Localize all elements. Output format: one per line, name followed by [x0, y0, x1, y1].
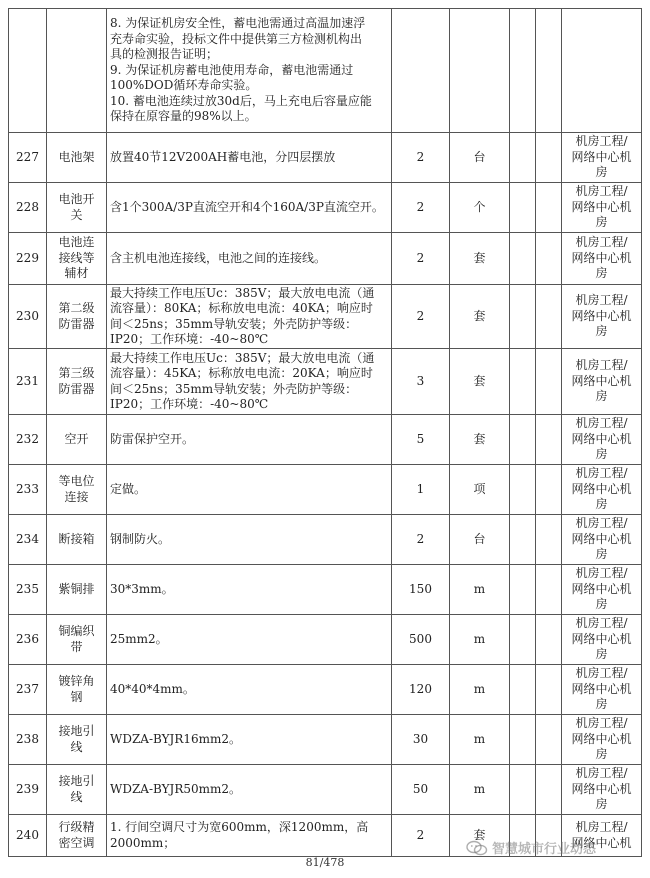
item-location: 机房工程/ 网络中心机 房 — [562, 715, 642, 765]
item-description: 1. 行间空调尺寸为宽600mm，深1200mm，高 2000mm； — [107, 815, 392, 857]
blank-cell — [536, 9, 562, 133]
item-location: 机房工程/ 网络中心机 房 — [562, 615, 642, 665]
blank-cell — [536, 465, 562, 515]
item-location: 机房工程/ 网络中心机 房 — [562, 183, 642, 233]
item-name: 镀锌角 钢 — [47, 665, 107, 715]
item-location: 机房工程/ 网络中心机 房 — [562, 515, 642, 565]
item-quantity: 2 — [392, 233, 450, 285]
table-row — [9, 349, 642, 415]
item-name: 接地引 线 — [47, 765, 107, 815]
table-row — [9, 665, 642, 715]
table-row — [9, 565, 642, 615]
row-number: 238 — [9, 715, 47, 765]
blank-cell — [510, 183, 536, 233]
item-quantity: 2 — [392, 133, 450, 183]
item-description: 40*40*4mm。 — [107, 665, 392, 715]
table-row — [9, 183, 642, 233]
item-unit: 套 — [450, 349, 510, 415]
blank-cell — [510, 565, 536, 615]
item-name — [47, 9, 107, 133]
item-name: 紫铜排 — [47, 565, 107, 615]
row-number: 232 — [9, 415, 47, 465]
item-description: 25mm2。 — [107, 615, 392, 665]
item-quantity: 2 — [392, 183, 450, 233]
row-number: 230 — [9, 285, 47, 349]
blank-cell — [536, 565, 562, 615]
watermark-text: 智慧城市行业动态 — [492, 842, 597, 857]
item-location — [562, 9, 642, 133]
item-location: 机房工程/ 网络中心机 房 — [562, 465, 642, 515]
item-name: 第三级 防雷器 — [47, 349, 107, 415]
item-location: 机房工程/ 网络中心机 房 — [562, 765, 642, 815]
item-name: 等电位 连接 — [47, 465, 107, 515]
item-name: 行级精 密空调 — [47, 815, 107, 857]
item-description: 定做。 — [107, 465, 392, 515]
item-quantity: 50 — [392, 765, 450, 815]
table-row — [9, 285, 642, 349]
table-row — [9, 765, 642, 815]
item-name: 断接箱 — [47, 515, 107, 565]
item-unit: m — [450, 565, 510, 615]
blank-cell — [510, 715, 536, 765]
item-quantity: 2 — [392, 285, 450, 349]
item-unit: 项 — [450, 465, 510, 515]
blank-cell — [536, 765, 562, 815]
row-number: 233 — [9, 465, 47, 515]
item-location: 机房工程/ 网络中心机 — [562, 815, 642, 857]
row-number: 234 — [9, 515, 47, 565]
item-description: 放置40节12V200AH蓄电池，分四层摆放 — [107, 133, 392, 183]
item-unit: 台 — [450, 515, 510, 565]
item-name: 第二级 防雷器 — [47, 285, 107, 349]
item-location: 机房工程/ 网络中心机 房 — [562, 285, 642, 349]
table-row — [9, 465, 642, 515]
blank-cell — [510, 665, 536, 715]
blank-cell — [510, 285, 536, 349]
row-number: 229 — [9, 233, 47, 285]
item-description: 30*3mm。 — [107, 565, 392, 615]
row-number: 237 — [9, 665, 47, 715]
item-location: 机房工程/ 网络中心机 房 — [562, 665, 642, 715]
item-unit: m — [450, 615, 510, 665]
item-quantity — [392, 9, 450, 133]
blank-cell — [536, 133, 562, 183]
item-description: 防雷保护空开。 — [107, 415, 392, 465]
row-number: 240 — [9, 815, 47, 857]
item-unit: 套 — [450, 233, 510, 285]
blank-cell — [536, 233, 562, 285]
page-number: 81/478 — [305, 856, 345, 869]
item-description: 含主机电池连接线，电池之间的连接线。 — [107, 233, 392, 285]
item-unit: m — [450, 715, 510, 765]
row-number: 236 — [9, 615, 47, 665]
item-unit — [450, 9, 510, 133]
item-name: 空开 — [47, 415, 107, 465]
item-description: 最大持续工作电压Uc：385V；最大放电电流（通 流容量）：45KA；标称放电电流：20KA；响应时 间＜25ns；35mm导轨安装；外壳防护等级： IP20；工作环境：-40~80℃ — [107, 349, 392, 415]
wechat-icon — [466, 840, 488, 856]
blank-cell — [510, 615, 536, 665]
item-location: 机房工程/ 网络中心机 房 — [562, 233, 642, 285]
blank-cell — [536, 615, 562, 665]
blank-cell — [510, 515, 536, 565]
item-quantity: 3 — [392, 349, 450, 415]
blank-cell — [510, 9, 536, 133]
blank-cell — [536, 515, 562, 565]
blank-cell — [510, 465, 536, 515]
item-unit: m — [450, 765, 510, 815]
item-location: 机房工程/ 网络中心机 房 — [562, 133, 642, 183]
table-row — [9, 9, 642, 133]
blank-cell — [536, 415, 562, 465]
item-name: 电池连 接线等 辅材 — [47, 233, 107, 285]
item-quantity: 30 — [392, 715, 450, 765]
item-description: 含1个300A/3P直流空开和4个160A/3P直流空开。 — [107, 183, 392, 233]
item-description: 最大持续工作电压Uc：385V；最大放电电流（通 流容量）：80KA；标称放电电流：40KA；响应时 间＜25ns；35mm导轨安装；外壳防护等级： IP20；工作环境：-40~80℃ — [107, 285, 392, 349]
item-description: WDZA-BYJR50mm2。 — [107, 765, 392, 815]
item-quantity: 2 — [392, 515, 450, 565]
table-row — [9, 515, 642, 565]
row-number: 228 — [9, 183, 47, 233]
table-row — [9, 133, 642, 183]
item-location: 机房工程/ 网络中心机 房 — [562, 565, 642, 615]
blank-cell — [510, 415, 536, 465]
item-unit: 套 — [450, 415, 510, 465]
blank-cell — [510, 349, 536, 415]
item-unit: 个 — [450, 183, 510, 233]
table-row — [9, 715, 642, 765]
row-number: 239 — [9, 765, 47, 815]
table-row — [9, 233, 642, 285]
watermark — [466, 838, 596, 857]
item-name: 电池架 — [47, 133, 107, 183]
row-number: 231 — [9, 349, 47, 415]
item-unit: 套 — [450, 815, 510, 857]
item-quantity: 120 — [392, 665, 450, 715]
item-name: 接地引 线 — [47, 715, 107, 765]
item-description: 钢制防火。 — [107, 515, 392, 565]
table-row — [9, 415, 642, 465]
item-description: 8. 为保证机房安全性，蓄电池需通过高温加速浮 充寿命实验，投标文件中提供第三方检测机构出 具的检测报告证明； 9. 为保证机房蓄电池使用寿命，蓄电池需通过 100%DOD循环寿命实验。 10. 蓄电池连续过放30d后，马上充电后容量应能 保持在原容量的98%以上。 — [107, 9, 392, 133]
blank-cell — [536, 285, 562, 349]
blank-cell — [536, 715, 562, 765]
item-quantity: 500 — [392, 615, 450, 665]
row-number: 227 — [9, 133, 47, 183]
item-description: WDZA-BYJR16mm2。 — [107, 715, 392, 765]
item-location: 机房工程/ 网络中心机 房 — [562, 415, 642, 465]
item-unit: 套 — [450, 285, 510, 349]
item-quantity: 5 — [392, 415, 450, 465]
item-name: 铜编织 带 — [47, 615, 107, 665]
item-quantity: 1 — [392, 465, 450, 515]
table-row — [9, 615, 642, 665]
item-location: 机房工程/ 网络中心机 房 — [562, 349, 642, 415]
item-unit: m — [450, 665, 510, 715]
row-number: 235 — [9, 565, 47, 615]
blank-cell — [536, 183, 562, 233]
item-unit: 台 — [450, 133, 510, 183]
item-quantity: 2 — [392, 815, 450, 857]
item-name: 电池开 关 — [47, 183, 107, 233]
blank-cell — [510, 133, 536, 183]
spec-table — [8, 8, 642, 857]
blank-cell — [510, 233, 536, 285]
row-number — [9, 9, 47, 133]
item-quantity: 150 — [392, 565, 450, 615]
blank-cell — [536, 349, 562, 415]
blank-cell — [510, 765, 536, 815]
blank-cell — [536, 665, 562, 715]
